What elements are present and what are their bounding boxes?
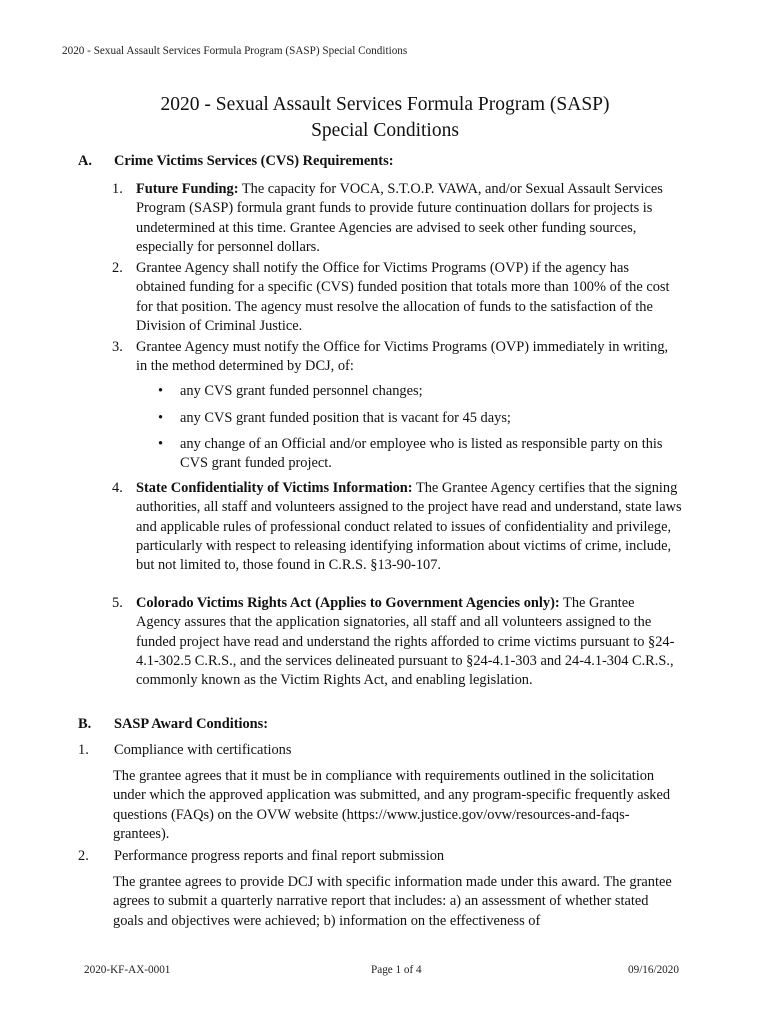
bullet-text: any CVS grant funded position that is vacant for 45 days; <box>180 410 511 426</box>
page-title <box>0 92 770 144</box>
section-a-item-1 <box>112 180 682 257</box>
bullet-item <box>158 409 678 428</box>
section-b-item-1-paragraph: The grantee agrees that it must be in compliance with requirements outlined in the solicitation under which the approved application was submitted, and any program-specific frequently asked questions (FAQs) on the OVW website (https://www.justice.gov/ovw/resources-and-faqs-grantees). <box>113 768 671 842</box>
title-line-2: Special Conditions <box>311 120 459 141</box>
bullet-item <box>158 435 678 474</box>
item-number: 4. <box>112 480 123 496</box>
item-text: Grantee Agency must notify the Office for Victims Programs (OVP) immediately in writing, in the method determined by DCJ, of: <box>136 339 669 375</box>
section-b-item-1 <box>78 741 678 760</box>
item-number: 1. <box>78 742 89 758</box>
section-b-letter: B. <box>78 716 92 732</box>
item-text: Grantee Agency shall notify the Office for Victims Programs (OVP) if the agency has obtained funding for a specific (CVS) funded position that totals more than 100% of the cost for that position. The agency must resolve the allocation of funds to the satisfaction of the Division of Criminal Justice. <box>136 260 670 334</box>
title-line-1: 2020 - Sexual Assault Services Formula Program (SASP) <box>160 94 610 115</box>
item-number: 1. <box>112 181 123 197</box>
item-body <box>136 479 682 575</box>
footer-page-number: Page 1 of 4 <box>371 964 422 976</box>
footer-date: 09/16/2020 <box>628 964 679 976</box>
section-b-item-2-paragraph: The grantee agrees to provide DCJ with specific information made under this award. The grantee agrees to submit a quarterly narrative report that includes: a) an assessment of whether stated goals and objectives were achieved; b) information on the effectiveness of <box>113 874 672 929</box>
bullet-icon: • <box>158 410 164 426</box>
item-lead: State Confidentiality of Victims Information: <box>136 480 413 496</box>
section-b-heading <box>78 715 268 734</box>
item-number: 2. <box>112 260 123 276</box>
item-text: The Grantee Agency certifies that the signing authorities, all staff and volunteers assigned to the project have read and understand, state laws and applicable rules of professional conduct related to issues of confidentiality and privilege, particularly with respect to releasing identifying information about victims of crime, include, but not limited to, those found in C.R.S. §13-90-107. <box>136 480 682 574</box>
bullet-text: any change of an Official and/or employee who is listed as responsible party on this CVS grant funded project. <box>180 436 663 472</box>
section-a-item-2 <box>112 259 682 336</box>
item-body <box>136 259 682 336</box>
item-lead: Future Funding: <box>136 181 239 197</box>
item-body <box>136 594 682 690</box>
item-title: Compliance with certifications <box>114 742 292 758</box>
item-body <box>136 180 682 257</box>
item-number: 5. <box>112 595 123 611</box>
item-text: The Grantee Agency assures that the application signatories, all staff and all volunteers assigned to the funded project have read and understand the rights afforded to crime victims pursuant to §24-4.1-302.5 C.R.S., and the services delineated pursuant to §24-4.1-303 and 24-4.1-304 C.R.S., commonly known as the Victim Rights Act, and enabling legislation. <box>136 595 675 689</box>
item-number: 3. <box>112 339 123 355</box>
footer-doc-id: 2020-KF-AX-0001 <box>84 964 171 976</box>
running-header: 2020 - Sexual Assault Services Formula Program (SASP) Special Conditions <box>62 45 408 57</box>
section-a-item-3 <box>112 338 682 377</box>
item-lead: Colorado Victims Rights Act (Applies to Government Agencies only): <box>136 595 560 611</box>
section-a-title: Crime Victims Services (CVS) Requirements: <box>114 153 394 169</box>
item-title: Performance progress reports and final report submission <box>114 848 445 864</box>
item-body <box>136 338 682 377</box>
bullet-text: any CVS grant funded personnel changes; <box>180 383 423 399</box>
bullet-item <box>158 382 678 401</box>
bullet-icon: • <box>158 436 164 452</box>
section-b-title: SASP Award Conditions: <box>114 716 269 732</box>
section-b-item-2 <box>78 847 678 866</box>
section-a-heading <box>78 152 394 171</box>
section-a-item-5 <box>112 594 682 690</box>
bullet-icon: • <box>158 383 164 399</box>
item-text: The capacity for VOCA, S.T.O.P. VAWA, and/or Sexual Assault Services Program (SASP) formula grant funds to provide future continuation dollars for projects is undetermined at this time. Grantee Agencies are advised to seek other funding sources, especially for personnel dollars. <box>136 181 663 255</box>
section-a-letter: A. <box>78 153 92 169</box>
item-number: 2. <box>78 848 89 864</box>
section-a-item-4 <box>112 479 682 575</box>
